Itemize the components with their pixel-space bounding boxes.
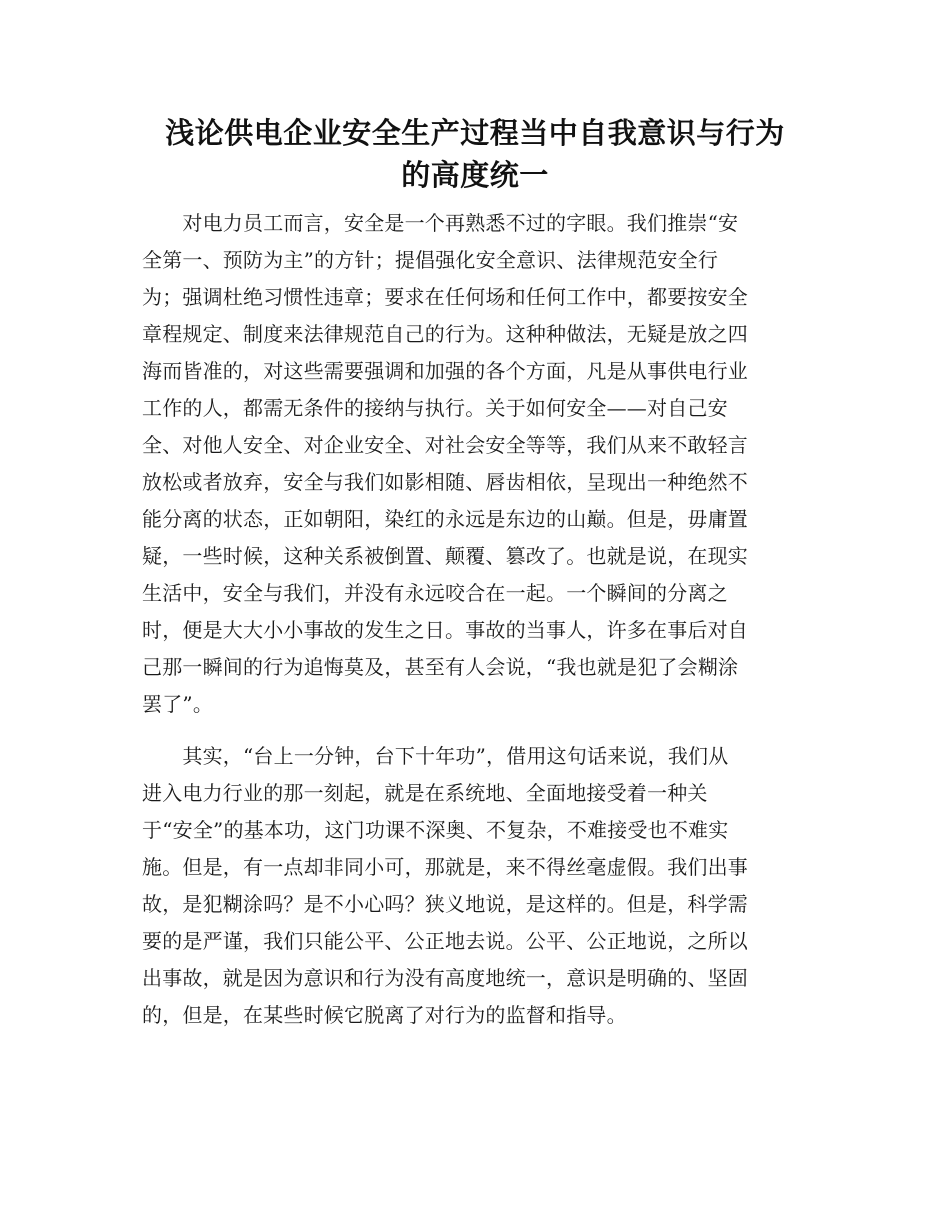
paragraph-line: 己那一瞬间的行为追悔莫及，甚至有人会说，“我也就是犯了会糊涂 [142, 655, 739, 679]
body-paragraph-1 [142, 205, 804, 723]
paragraph-line: 时，便是大大小小事故的发生之日。事故的当事人，许多在事后对自 [142, 618, 748, 642]
paragraph-line: 要的是严谨，我们只能公平、公正地去说。公平、公正地说，之所以 [142, 929, 748, 953]
title-line: 的高度统一 [401, 158, 549, 192]
paragraph-line: 进入电力行业的那一刻起，就是在系统地、全面地接受着一种关 [142, 781, 708, 805]
paragraph-line: 海而皆准的，对这些需要强调和加强的各个方面，凡是从事供电行业 [142, 359, 748, 383]
paragraph-line: 出事故，就是因为意识和行为没有高度地统一，意识是明确的、坚固 [142, 966, 748, 990]
paragraph-line: 章程规定、制度来法律规范自己的行为。这种种做法，无疑是放之四 [142, 322, 748, 346]
paragraph-line: 全第一、预防为主”的方针；提倡强化安全意识、法律规范安全行 [142, 248, 719, 272]
document-title [140, 112, 810, 196]
paragraph-line: 于“安全”的基本功，这门功课不深奥、不复杂，不难接受也不难实 [142, 818, 729, 842]
paragraph-line: 为；强调杜绝习惯性违章；要求在任何场和任何工作中，都要按安全 [142, 285, 748, 309]
paragraph-line: 施。但是，有一点却非同小可，那就是，来不得丝毫虚假。我们出事 [142, 855, 748, 879]
paragraph-line: 对电力员工而言，安全是一个再熟悉不过的字眼。我们推崇“安 [142, 211, 739, 235]
paragraph-line: 生活中，安全与我们，并没有永远咬合在一起。一个瞬间的分离之 [142, 581, 728, 605]
paragraph-line: 工作的人，都需无条件的接纳与执行。关于如何安全——对自己安 [142, 396, 728, 420]
paragraph-line: 放松或者放弃，安全与我们如影相随、唇齿相依，呈现出一种绝然不 [142, 470, 748, 494]
paragraph-line: 疑，一些时候，这种关系被倒置、颠覆、篡改了。也就是说，在现实 [142, 544, 748, 568]
paragraph-line: 的，但是，在某些时候它脱离了对行为的监督和指导。 [142, 1003, 627, 1027]
body-paragraph-2 [142, 738, 804, 1034]
title-line: 浅论供电企业安全生产过程当中自我意识与行为 [165, 116, 785, 150]
paragraph-line: 其实，“台上一分钟，台下十年功”，借用这句话来说，我们从 [142, 744, 729, 768]
paragraph-line: 故，是犯糊涂吗？是不小心吗？狭义地说，是这样的。但是，科学需 [142, 892, 748, 916]
paragraph-line: 全、对他人安全、对企业安全、对社会安全等等，我们从来不敢轻言 [142, 433, 748, 457]
paragraph-line: 能分离的状态，正如朝阳，染红的永远是东边的山巅。但是，毋庸置 [142, 507, 748, 531]
paragraph-line: 罢了”。 [142, 692, 214, 716]
